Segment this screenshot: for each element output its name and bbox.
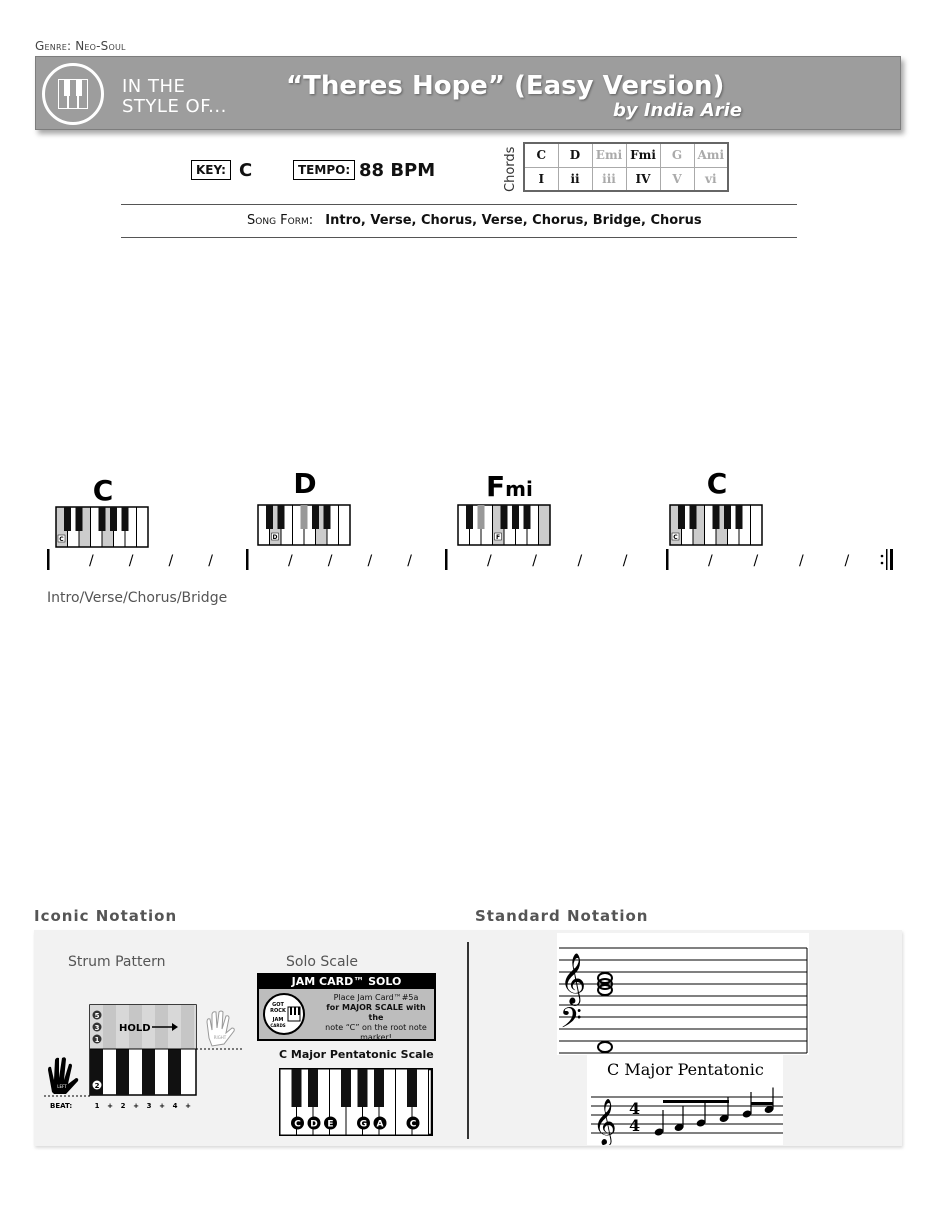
beat-slash: / (89, 553, 94, 569)
black-key (110, 507, 117, 531)
divider (121, 237, 797, 238)
black-key (292, 1069, 302, 1107)
tempo-label: TEMPO: (293, 160, 355, 180)
divider (467, 942, 469, 1139)
svg-text:D: D (310, 1119, 318, 1130)
note-beam (751, 1102, 773, 1105)
beat-slash: / (532, 553, 537, 569)
black-key (99, 507, 106, 531)
beat-slash: / (577, 553, 583, 569)
svg-text:JAM: JAM (272, 1017, 284, 1023)
svg-text:ROCK: ROCK (270, 1008, 286, 1014)
scale-title: C Major Pentatonic Scale (279, 1048, 434, 1061)
chord-keyboard (458, 505, 550, 545)
root-note-marker: C (673, 534, 678, 541)
beat-slash: / (487, 553, 492, 569)
chord-numeral-cell: ii (558, 167, 592, 191)
black-key (341, 1069, 351, 1107)
strum-pattern-title: Strum Pattern (68, 954, 166, 970)
root-note-marker: F (495, 534, 501, 541)
barline (666, 549, 669, 570)
beat-slash: / (327, 553, 333, 569)
chord-name: Fmi (486, 470, 533, 503)
chord-name: D (293, 467, 317, 500)
black-key (76, 507, 83, 531)
root-note-marker: C (59, 536, 64, 543)
black-key (308, 1069, 318, 1107)
chord-numeral-cell: V (660, 167, 694, 191)
white-key (339, 505, 351, 545)
standard-notation-heading: Standard Notation (475, 907, 649, 925)
beat-number: + (185, 1102, 191, 1110)
chord-name-cell: D (558, 143, 592, 167)
chord-name-cell: Emi (592, 143, 626, 167)
svg-text:C: C (294, 1119, 301, 1130)
chord-name-cell: Fmi (626, 143, 660, 167)
chord-name-cell: Ami (694, 143, 728, 167)
svg-text:RIGHT: RIGHT (213, 1035, 227, 1040)
barline (445, 549, 448, 570)
chord-names-row (524, 143, 728, 167)
beat-slash: / (708, 553, 713, 569)
chord-name: C (706, 467, 728, 500)
scale-note-marker (374, 1117, 387, 1130)
svg-text:E: E (327, 1119, 334, 1130)
note-beam (663, 1100, 729, 1103)
bass-clef-icon: 𝄢 (560, 1002, 582, 1042)
root-note-marker: D (272, 534, 278, 541)
svg-text:CARDS: CARDS (270, 1023, 286, 1028)
black-key (478, 505, 485, 529)
section-label: Intro/Verse/Chorus/Bridge (47, 590, 228, 606)
beat-slash: / (622, 553, 628, 569)
black-key (524, 505, 531, 529)
time-signature-bottom: 4 (629, 1116, 641, 1135)
black-key (501, 505, 508, 529)
measure (445, 470, 628, 570)
black-key (301, 505, 308, 529)
repeat-end-barline (881, 549, 893, 570)
chord-name-cell: C (524, 143, 558, 167)
white-key (539, 505, 551, 545)
hold-label: HOLD (119, 1023, 151, 1034)
pentatonic-title: C Major Pentatonic (607, 1060, 764, 1079)
beat-slash: / (844, 553, 850, 569)
artist-name: by India Arie (612, 100, 742, 121)
time-signature-top: 4 (629, 1099, 641, 1118)
beat-slash: / (367, 553, 373, 569)
jam-card-instructions: Place Jam Card™#5a for MAJOR SCALE with the note “C” on the root note marker! (325, 993, 427, 1042)
chord-name-cell: G (660, 143, 694, 167)
black-key (466, 505, 473, 529)
beat-slash: / (288, 553, 293, 569)
key-label: KEY: (191, 160, 231, 180)
tempo-value: 88 BPM (359, 160, 436, 181)
black-key (122, 507, 129, 531)
black-key (724, 505, 731, 529)
chord-table (523, 142, 729, 192)
treble-clef-icon: 𝄞 (560, 953, 587, 1004)
beat-slash: / (407, 553, 412, 569)
beat-slash: / (128, 553, 134, 569)
barline (47, 549, 50, 570)
scale-note-marker (291, 1117, 304, 1130)
finger-number: 1 (94, 1036, 100, 1044)
solo-scale-keyboard (279, 1068, 433, 1136)
beat-slash: / (208, 553, 213, 569)
right-hand-icon (207, 1011, 234, 1046)
scale-note-marker (357, 1117, 370, 1130)
chord-keyboard (258, 505, 350, 545)
divider (121, 204, 797, 205)
beat-number: + (133, 1102, 139, 1110)
finger-number: 2 (94, 1082, 100, 1090)
scale-note-marker (324, 1117, 337, 1130)
black-key (312, 505, 319, 529)
white-key (751, 505, 763, 545)
finger-number: 3 (94, 1024, 100, 1032)
beat-number: 4 (172, 1102, 178, 1110)
chord-keyboard (670, 505, 762, 545)
chord-numeral-cell: I (524, 167, 558, 191)
measure (47, 474, 213, 570)
grand-staff (557, 933, 809, 1055)
chord-numeral-cell: IV (626, 167, 660, 191)
chord-numerals-row (524, 167, 728, 191)
jam-card-solo-box (257, 973, 436, 1041)
svg-text:GOT: GOT (272, 1002, 284, 1008)
song-title: “Theres Hope” (Easy Version) (286, 71, 725, 101)
black-key (324, 505, 331, 529)
black-key (713, 505, 720, 529)
beat-number: 1 (94, 1102, 100, 1110)
beat-slash: / (799, 553, 804, 569)
white-key (137, 507, 149, 547)
chords-vertical-label: Chords (503, 146, 518, 192)
black-key (690, 505, 697, 529)
strum-pattern-diagram (44, 1000, 249, 1112)
beat-number: + (107, 1102, 113, 1110)
black-key (64, 507, 71, 531)
svg-text:LEFT: LEFT (57, 1084, 67, 1089)
black-key (358, 1069, 368, 1107)
black-key (278, 505, 285, 529)
finger-number: 5 (94, 1012, 100, 1020)
piano-logo-icon (42, 63, 104, 125)
style-of-label: IN THE STYLE OF... (122, 76, 227, 117)
beat-slash: / (168, 553, 174, 569)
svg-text:C: C (409, 1119, 417, 1130)
black-key (374, 1069, 384, 1107)
scale-note-marker (308, 1117, 321, 1130)
song-form (247, 213, 702, 228)
song-form-value: Intro, Verse, Chorus, Verse, Chorus, Bridge, Chorus (325, 213, 702, 228)
title-banner (35, 56, 901, 130)
chord-numeral-cell: vi (694, 167, 728, 191)
black-key (512, 505, 519, 529)
solo-scale-title: Solo Scale (286, 954, 359, 970)
measure (666, 467, 850, 570)
jam-cards-logo-icon (263, 993, 305, 1035)
beat-number: 2 (120, 1102, 126, 1110)
chord-name: C (92, 474, 114, 507)
black-key (678, 505, 685, 529)
svg-text:A: A (376, 1119, 384, 1130)
chord-keyboard (56, 507, 148, 547)
beat-slash: / (753, 553, 759, 569)
jam-card-header: JAM CARD™ SOLO (259, 975, 434, 989)
svg-text:G: G (359, 1119, 368, 1130)
song-form-label: Song Form: (247, 213, 314, 228)
chord-progression (40, 465, 900, 580)
pentatonic-staff (587, 1055, 783, 1145)
chord-numeral-cell: iii (592, 167, 626, 191)
key-value: C (239, 160, 253, 181)
black-key (266, 505, 273, 529)
genre-label: Genre: Neo-Soul (35, 39, 126, 53)
beat-number: 3 (146, 1102, 152, 1110)
measure (246, 467, 412, 570)
beat-label: BEAT: (50, 1102, 73, 1110)
black-key (407, 1069, 417, 1107)
beat-number: + (159, 1102, 165, 1110)
scale-note-marker (407, 1117, 420, 1130)
left-hand-icon (48, 1057, 78, 1094)
treble-clef-icon: 𝄞 (593, 1099, 617, 1145)
black-key (736, 505, 743, 529)
iconic-notation-heading: Iconic Notation (34, 907, 178, 925)
barline (246, 549, 249, 570)
